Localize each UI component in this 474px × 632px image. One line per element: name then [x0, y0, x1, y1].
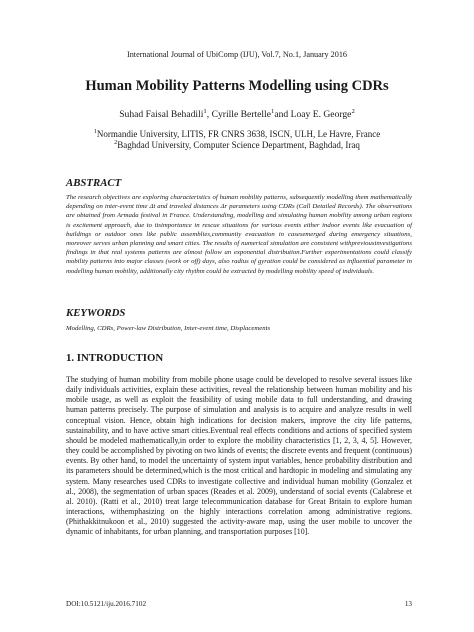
author-list — [0, 109, 474, 120]
affiliation-mark: 1 — [93, 128, 97, 135]
author-affiliation-mark: 1 — [203, 107, 207, 115]
abstract-text: The research objectives are exploring characteristics of human mobility patterns, subsequently modelling them mathematically depending on inter-event time Δt and traveled distances Δr parameters using CDRs (Call Detailed Records). The observations are obtained from Armada festival in France. Understanding, modelling and simulating human mobility among urban regions is excitement approach, due to itsimportance in rescue situations for various events either indoor events like evacuation of buildings or outdoor ones like public assemblies,community evacuation in casesemerged during emergency situations, moreover serves urban planning and smart cities. The results of numerical simulation are consistent withpreviousinvestigations findings in that real systems patterns are almost follow an exponential distribution.Further experimentations could classify mobility patterns into major classes (work or off) days, also radius of gyration could be considered as influential parameter in modelling human mobility, additionally city rhythm could be extracted by modelling mobility speed of individuals. — [66, 194, 412, 275]
affiliation-text: Baghdad University, Computer Science Department, Baghdad, Iraq — [117, 140, 360, 150]
introduction-heading: 1. INTRODUCTION — [66, 352, 164, 364]
affiliation — [0, 129, 474, 140]
journal-header: International Journal of UbiComp (IJU), Vol.7, No.1, January 2016 — [126, 50, 348, 59]
paper-title: Human Mobility Patterns Modelling using CDRs — [85, 78, 389, 94]
keywords-text: Modelling, CDRs, Power-law Distribution, Inter-event time, Displacements — [66, 325, 271, 332]
author-name: Suhad Faisal Behadili — [119, 109, 204, 120]
abstract-heading: ABSTRACT — [66, 177, 122, 189]
author-separator: and — [274, 109, 291, 120]
author-separator: , — [206, 109, 212, 120]
author-affiliation-mark: 1 — [270, 107, 275, 115]
introduction-text: The studying of human mobility from mobile phone usage could be developed to resolve several issues like daily individuals activities, explain these activities, reveal the relationship between human mobility and his mobile usage, as well as exploit the feasibility of using mobile data to full understanding, and drawing human patterns precisely. The purpose of simulation and analysis is to acquire and analyze results in well conceptual vision. Hence, obtain high indications for decision makers, improve the city life patterns, sustainability, and to have active smart cities.Eventual real effects conditions and actions of specified system should be modeled mathematically,in order to explore the mobility characteristics [1, 2, 3, 4, 5]. However, they could be accomplished by pivoting on two kinds of events; the discrete events and frequent (continuous) events. By other hand, to model the uncertainty of system input variables, hence probability distribution and its parameters should be determined,which is the most critical and hardtopic in modeling and simulating any system. Many researches used CDRs to investigate collective and individual human mobility (Gonzalez et al., 2008), the segmentation of urban spaces (Reades et al. 2009), understand of social events (Calabrese et al. 2010). (Ratti et al., 2010) treat large telecommunication database for Great Britain to explore human interactions, withemphasizing on the highly interactions correlation among administrative regions. (Phithakkitnukoon et al., 2010) suggested the activity-aware map, using the user mobile to uncover the dynamic of inhabitants, for urban planning, and transportation purposes [10]. — [66, 375, 412, 537]
author-affiliation-mark: 2 — [351, 107, 355, 115]
affiliation — [0, 140, 474, 151]
keywords-heading: KEYWORDS — [66, 307, 126, 319]
author-name: Loay E. George — [290, 109, 352, 120]
affiliation-list — [0, 129, 474, 151]
page-number: 13 — [404, 600, 412, 608]
affiliation-text: Normandie University, LITIS, FR CNRS 3638, ISCN, ULH, Le Havre, France — [96, 129, 381, 139]
author-name: Cyrille Bertelle — [211, 109, 271, 120]
doi-footer: DOI:10.5121/iju.2016.7102 — [66, 600, 147, 608]
affiliation-mark: 2 — [114, 139, 118, 146]
